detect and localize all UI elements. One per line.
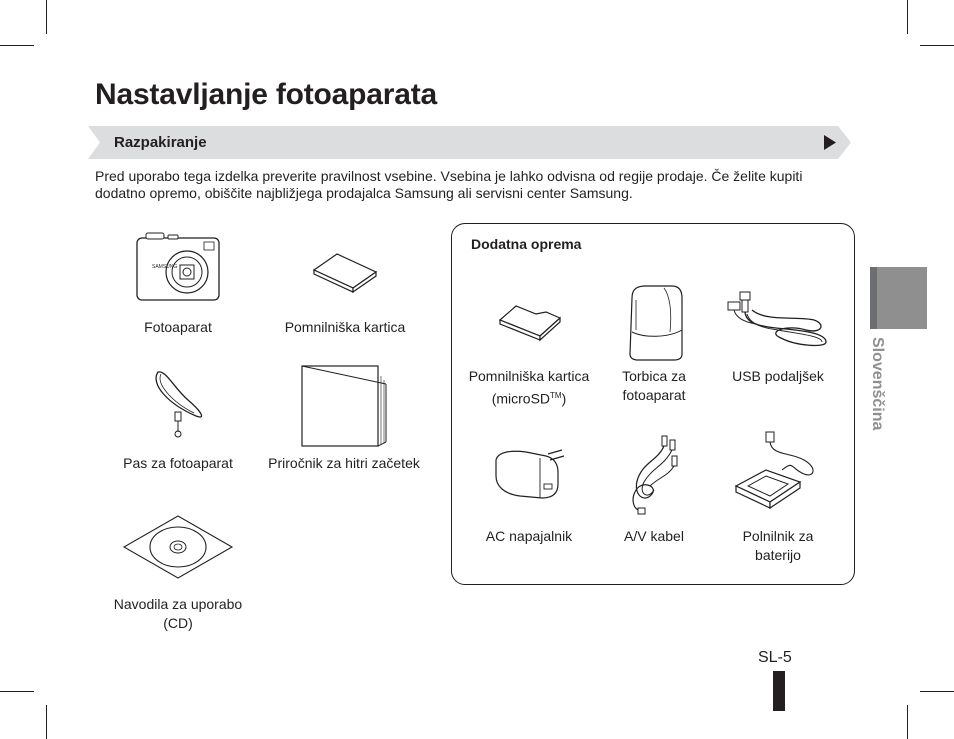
ac-adapter-icon [492, 446, 566, 502]
item-case [624, 282, 686, 362]
page-number: SL-5 [758, 649, 792, 666]
language-label-text: Slovenščina [869, 337, 886, 431]
label-case [590, 367, 718, 405]
item-memory-card [310, 250, 380, 294]
camera-brand: SAMSUNG [152, 264, 178, 270]
battery-charger-icon [734, 430, 824, 510]
optional-accessories-title: Dodatna oprema [471, 236, 582, 252]
trademark-superscript: TM [550, 391, 562, 400]
label-microsd-line1: Pomnilniška kartica [468, 368, 590, 384]
battery-card-icon [310, 250, 380, 294]
label-ac-adapter: AC napajalnik [485, 528, 573, 544]
strap-icon [148, 364, 208, 438]
label-av-cable: A/V kabel [624, 528, 684, 544]
item-ac-adapter [492, 446, 566, 502]
intro-paragraph: Pred uporabo tega izdelka preverite pravilnost vsebine. Vsebina je lahko odvisna od regije prodaje. Če želite kupiti dodatno opremo, obiščite najbližjega prodajalca Samsung ali servisni center Samsung. [95, 168, 803, 201]
label-memory-card: Pomnilniška kartica [284, 319, 406, 335]
label-camera: Fotoaparat [144, 319, 212, 335]
item-charger [734, 430, 824, 510]
label-case-line2: fotoaparat [622, 387, 686, 403]
label-usb: USB podaljšek [732, 368, 824, 384]
section-title: Razpakiranje [114, 134, 207, 151]
crop-mark [0, 45, 34, 46]
language-side-tab [870, 267, 927, 329]
item-av-cable [628, 432, 682, 516]
item-usb-cable [726, 288, 832, 350]
page-number-bar [773, 671, 785, 711]
label-charger-line2: baterijo [755, 547, 801, 563]
language-label [866, 337, 890, 447]
crop-mark [0, 691, 34, 692]
camera-icon [130, 228, 226, 308]
label-manual-cd-line1: Navodila za uporabo [113, 596, 243, 612]
item-manual-cd [122, 514, 234, 580]
usb-cable-icon [726, 288, 832, 350]
optional-accessories-box [451, 223, 855, 585]
label-charger [716, 527, 840, 565]
crop-mark [46, 0, 47, 34]
cd-icon [122, 514, 234, 580]
camera-case-icon [624, 282, 686, 362]
microsd-icon [496, 302, 564, 342]
label-charger-line1: Polnilnik za [742, 528, 814, 544]
label-microsd-suffix: ) [561, 390, 567, 407]
item-camera [130, 228, 226, 308]
crop-mark [920, 691, 954, 692]
item-quick-guide [298, 362, 390, 448]
label-case-line1: Torbica za [622, 368, 686, 384]
crop-mark [907, 0, 908, 34]
section-header-bar [88, 126, 851, 159]
label-manual-cd-line2: (CD) [163, 615, 193, 631]
crop-mark [920, 45, 954, 46]
crop-mark [907, 705, 908, 739]
label-manual-cd [103, 595, 253, 633]
label-strap: Pas za fotoaparat [123, 455, 233, 471]
av-cable-icon [628, 432, 682, 516]
booklet-icon [298, 362, 390, 448]
label-microsd [454, 367, 604, 409]
label-microsd-prefix: (microSD [491, 390, 551, 407]
item-strap [148, 364, 208, 438]
crop-mark [46, 705, 47, 739]
page-title: Nastavljanje fotoaparata [95, 78, 437, 111]
side-tab-accent [870, 267, 877, 329]
label-quick-guide: Priročnik za hitri začetek [268, 455, 420, 471]
item-microsd [496, 302, 564, 342]
